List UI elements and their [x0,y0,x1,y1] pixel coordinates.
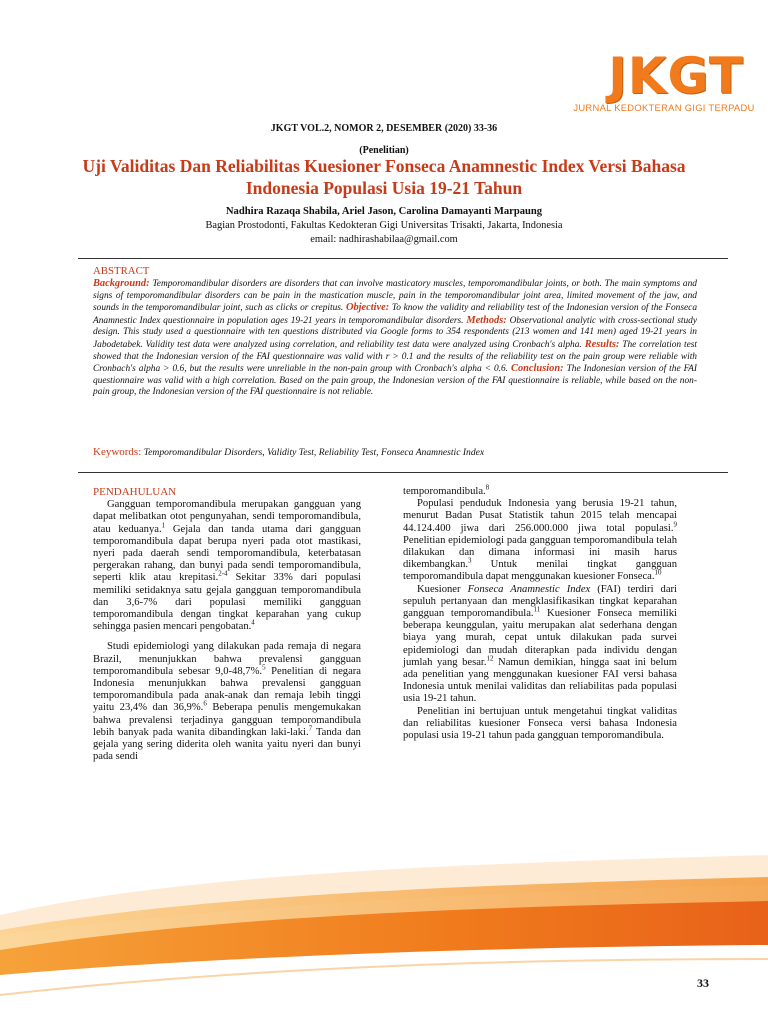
left-column [93,486,361,763]
results-text: The correlation test showed that the Indonesian version of the FAI questionnaire was valid with r > 0.1 and the results of the reliability test on the pain group were reliable with Cronbach's alpha > 0.6, but the results were unreliable in the non-pain group with Cronbach's alpha < 0.6. [93,339,698,375]
citation-ref: 7 [308,724,313,733]
objective-text: To know the validity and reliability test of the Indonesian version of the Fonseca Anamnestic Index questionnaire in population ages 19-21 years in temporomandibular disorders. [93,303,698,326]
conclusion-label: Conclusion: [511,363,564,375]
citation-ref: 8 [485,483,490,492]
results-label: Results: [584,338,620,350]
authors: Nadhira Razaqa Shabila, Ariel Jason, Carolina Damayanti Marpaung [225,206,543,217]
italic-term: Fonseca Anamnestic Index [467,583,591,595]
text-run: Beberapa penulis mengemukakan bahwa prevalensi terjadinya gangguan temporomandibula lebih banyak pada wanita dibandingkan laki-laki. [93,702,361,738]
keywords-label: Keywords: [93,446,142,458]
text-run: Penelitian ini bertujuan untuk mengetahui tingkat validitas dan reliabilitas kuesioner Fonseca versi bahasa Indonesia populasi usia 19-21 tahun pada gangguan temporomandibula. [403,705,677,742]
text-run: Namun demikian, hingga saat ini belum ada penelitian yang menggunakan kuesioner FAI versi bahasa Indonesia untuk menilai validitas dan reliabilitas pada populasi usia 19-21 tahun. [403,656,677,705]
text-run: Populasi penduduk Indonesia yang berusia 19-21 tahun, menurut Badan Pusat Statistik tahun 2015 telah mencapai 44.124.400 jiwa dari 256.000.000 jiwa total populasi. [403,498,677,534]
abstract-body [93,278,697,399]
logo-mark: JKGT [608,47,744,105]
text-run: Untuk menilai tingkat gangguan temporomandibula dapat menggunakan kuesioner Fonseca. [403,559,677,583]
text-run: Gejala dan tanda utama dari gangguan temporomandibula dapat berupa nyeri pada otot mastikasi, nyeri pada daerah sendi temporomandibula, keterbatasan pergerakan rahang, dan bunyi pada sendi temporomandibula, seperti klik atau krepitasi. [93,523,361,584]
article-type: (Penelitian) [359,145,409,156]
citation-ref: 11 [533,605,541,614]
keywords-text: Temporomandibular Disorders, Validity Test, Reliability Test, Fonseca Anamnestic Index [143,447,485,458]
methods-label: Methods: [466,314,507,326]
citation-ref: 4 [251,618,255,627]
objective-label: Objective: [345,302,390,314]
journal-logo [573,47,756,113]
author-email[interactable]: email: nadhirashabilaa@gmail.com [310,234,458,245]
text-run: Gangguan temporomandibula merupakan gangguan yang dapat melibatkan otot pengunyahan, sendi temporomandibula, atau keduanya. [93,499,361,535]
divider-top [78,258,728,259]
text-run: Studi epidemiologi yang dilakukan pada remaja di negara Brazil, menunjukkan bahwa prevalensi gangguan temporomandibula sebesar 9,0-48,7%. [93,641,361,677]
citation-ref: 9 [673,520,677,529]
divider-bottom [78,472,728,473]
footer-wave-decoration [0,855,768,1024]
citation-ref: 10 [654,568,662,577]
abstract-heading: ABSTRACT [93,265,150,277]
right-column [403,483,677,742]
logo-subtitle: JURNAL KEDOKTERAN GIGI TERPADU [573,102,755,113]
section-heading: PENDAHULUAN [93,486,177,498]
paragraph-continuation [403,483,677,498]
journal-citation-line: JKGT VOL.2, NOMOR 2, DESEMBER (2020) 33-36 [270,123,498,134]
citation-ref: 12 [486,654,494,663]
paragraph [403,706,677,743]
article-title: Uji Validitas Dan Reliabilitas Kuesioner Fonseca Anamnestic Index Versi Bahasa Indonesia Populasi Usia 19-21 Tahun [82,156,686,198]
citation-ref: 1 [161,521,166,530]
affiliation: Bagian Prostodonti, Fakultas Kedokteran Gigi Universitas Trisakti, Jakarta, Indonesia [205,220,563,231]
citation-ref: 5 [262,663,266,672]
page-number: 33 [697,976,709,990]
text-run: (FAI) terdiri dari sepuluh pertanyaan dan mengklasifikasikan tingkat keparahan gangguan temporomandibula. [403,583,677,620]
keywords [93,446,697,458]
citation-ref: 6 [203,699,207,708]
conclusion-text: The Indonesian version of the FAI questionnaire was valid with a high correlation. Based on the pain group, the Indonesian version of the FAI questionnaire is reliable, while based on the non-pain group, the Indonesian version of the FAI questionnaire is not reliable. [93,364,698,398]
text-run: temporomandibula. [403,486,486,497]
text-run: Sekitar 33% dari populasi memiliki setidaknya satu gejala gangguan temporomandibula dan 3,6-7% dari populasi memiliki gangguan temporomandibula dengan tingkat keparahan yang cukup sehingga pasien mencari pengobatan. [93,572,361,633]
background-text: Temporomandibular disorders are disorders that can involve masticatory muscles, temporomandibular joints, or both. The main symptoms and signs of temporomandibular disorders can be pain in the mastication muscle, pain in the temporomandibular joint area, limited movement of the jaw, and sounds in the temporomandibular joint, such as clicks or crepitus. [93,279,697,314]
text-run: Kuesioner Fonseca memiliki beberapa keunggulan, yaitu merupakan alat sederhana dengan biaya yang murah, cepat untuk dilakukan pada survei epidemiologi dan mudah diterapkan pada individu dengan jumlah yang besar. [403,608,677,668]
paragraph [403,584,677,706]
text-run: Penelitian epidemiologi pada gangguan temporomandibula telah dilakukan dan dimana informasi ini masih harus dikembangkan. [403,534,677,571]
citation-ref: 3 [468,556,472,565]
paragraph [93,499,361,633]
text-run: Kuesioner [417,583,468,595]
citation-ref: 2-4 [218,569,228,578]
paragraph [93,641,361,763]
text-run: Penelitian di negara Indonesia menunjukkan bahwa prevalensi gangguan temporomandibula pada anak-anak dan remaja lebih tinggi yaitu 23,4% dan 36,9%. [93,665,362,714]
text-run: Tanda dan gejala yang sering diderita oleh wanita yaitu nyeri dan bunyi pada sendi [93,726,361,763]
background-label: Background: [93,278,150,289]
methods-text: Observational analytic with cross-sectional study design. This study used a questionnaire with ten questions distributed via Google forms to 354 respondents (213 women and 141 men) aged 19-21 years in Jabodetabek. Validity test data were analyzed using correlation, and reliability test data were analyzed using Cronbach's alpha. [93,315,697,350]
paragraph [403,498,677,583]
